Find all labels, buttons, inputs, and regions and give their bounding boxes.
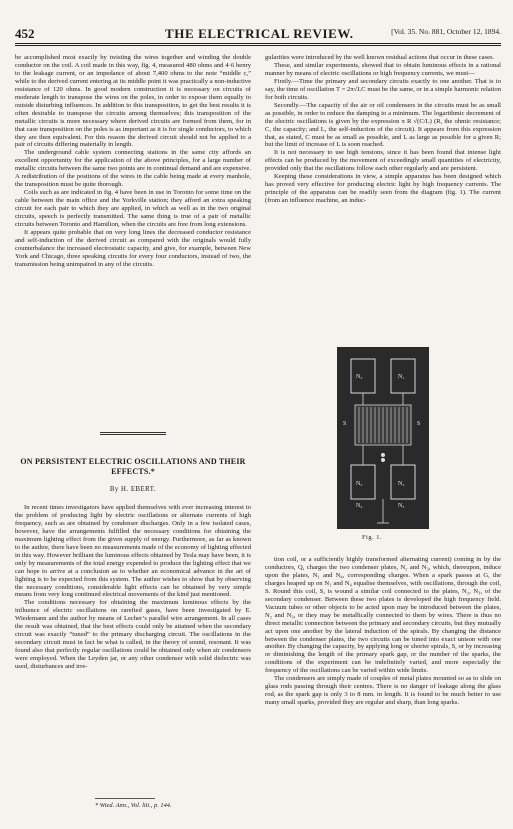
paragraph: The conditions necessary for obtaining the maximum luminous effects by the influence of electric oscillations on rarefied gases, have been investigated by E. Wiedemann and the author by means of Lecher’s parallel wire arrangement. In all cases the result was obtained, that the best effects could only be attained when the secondary circuit was exactly “tuned” to the primary discharging circuit. The oscillations in the secondary circuit must in fact be what is called, in the theory of sound, resonant. It was found also that perfectly regular oscillations could be obtained only when air condensers were employed. When the Leyden jar, or any other condenser with solid dielectric was used, disturbances and irre-: [15, 599, 251, 671]
right-column-lower: [265, 556, 501, 707]
article-title: ON PERSISTENT ELECTRIC OSCILLATIONS AND THEIR EFFECTS.*: [20, 457, 246, 476]
figure-label: S: [417, 421, 421, 427]
paragraph: The underground cable system connecting stations in the same city affords an excellent opportunity for the application of the above principles, for a large number of metallic circuits between the same two points are in continual demand and are expensive. A redistribution of the positions of the wires in the cable being made at every manhole, the transposition must be quite thorough.: [15, 149, 251, 189]
left-column-upper: [15, 54, 251, 269]
apparatus-diagram-svg: [337, 347, 429, 529]
figure-label: S: [343, 421, 347, 427]
footnote-rule: [95, 798, 155, 799]
page-number: 452: [15, 26, 35, 41]
left-column-lower: [15, 504, 251, 671]
paragraph: These, and similar experiments, showed that to obtain luminous effects in a rational manner by means of electric oscillations or high frequency currents, we must—: [265, 61, 501, 77]
paragraph: gularities were introduced by the well known residual actions that occur in these cases.: [265, 54, 495, 61]
paragraph: Coils such as are indicated in fig. 4 have been in use in Toronto for some time on the cable between the main office and the Yorkville station; they afford an extra speaking circuit for each pair to which they are applied, in which as well as in the two original circuits, speech is perfectly transmitted. The same thing is true of a pair of metallic circuits between Toronto and Hamilton, when the circuits are free from long extensions.: [15, 189, 251, 229]
figure-label: N₃: [356, 481, 363, 487]
page-header: [15, 26, 501, 40]
paragraph: Keeping these considerations in view, a simple apparatus has been designed which has proved very effective for producing electric light by high frequency currents. The principle of the apparatus can be readily seen from the diagram (fig. 1). The current (from an influence machine, an induc-: [265, 173, 501, 205]
journal-title: THE ELECTRICAL REVIEW.: [165, 26, 354, 41]
footnote: * Wied. Ann., Vol. liii., p. 144.: [95, 802, 172, 809]
figure-label: N₂: [398, 481, 405, 487]
article-byline: By H. EBERT.: [109, 486, 157, 493]
paragraph: be accomplished most exactly by twisting the wires together and winding the double conductor on the coil. A coil made in this way, fig. 4, measured 480 ohms and 4·6 henry to the leakage current, or an impedance of about 7,400 ohms to the note “middle c,” while to the derived current entering at its middle point it was practically a non-inductive resistance of 120 ohms. In good modern construction it is necessary on circuits of moderate length to transpose the wires on the poles, in order to expose them equally to outside disturbing influences. In addition to this transposition, to get the best results it is often desirable to transpose the circuits among themselves; this transposition of the metallic circuits is more necessary where derived circuits are formed from them, for in that case transposition on the poles is as important as it is for single conductors, to which they are then equivalent. For this reason the derived circuit should not be applied to a pair of circuits differing materially in length.: [15, 54, 251, 149]
volume-info: [Vol. 35. No. 881, October 12, 1894.: [391, 27, 501, 36]
figure-label: N₄: [356, 503, 363, 509]
section-divider: [100, 432, 166, 433]
section-divider-double: [100, 434, 166, 435]
right-column-upper: [265, 54, 501, 205]
figure-apparatus-diagram: [337, 347, 429, 529]
paragraph: In recent times investigators have applied themselves with ever increasing interest to the problem of producing light by electric oscillations or alternate currents of high frequency, such as are obtained by condenser discharges. Only in a few isolated cases, however, have the arrangements fulfilled the necessary conditions for obtaining the maximum lighting effect from the given supply of energy. Furthermore, as far as known to the author, there have been no measurements made of the economy of lighting effected in this way. However brilliant the luminous effects obtained by Tesla may have been, it is only by measurements of the total energy expended to produce the lighting effect that we can hope to arrive at a conclusion as to whether an economical advance in the art of lighting is to be expected from this system. The author wishes to show that by observing the necessary conditions, considerable light effects can be obtained by very simple means from very long continued electrical movements of the kind just mentioned.: [15, 504, 251, 599]
paragraph: tion coil, or a sufficiently highly transformed alternating current) coming in by the conductors, Q, charges the two condenser plates, N₂ and N₃, which, thereupon, induce upon the plates, N₁ and N₄, corresponding charges. When a spark passes at G, the charges heaped up on N₁ and N₄ equalise themselves, with oscillations, through the coil, S. Round this coil, S, is wound a similar coil connected to the plates, N₂, N₃, of the secondary condenser. Between these two plates is developed the high frequency field. Vacuum tubes or other objects to be acted upon may be introduced between the plates, N₂ and N₃, or they may be metallically connected to them by wires. There is thus no direct metallic connection between the primary and secondary circuits, but they mutually act upon one another by the lateral induction of the spirals. By changing the distance between the condenser plates, the two circuits can be tuned into exact unison with one another. By changing the capacity, by applying long or shorter spirals, S, or by increasing or diminishing the length of the primary spark gap, or the number of the sparks, the conditions of the experiment can be indefinitely varied, and more especially the frequency of the oscillations can be varied within wide limits.: [265, 556, 501, 675]
figure-caption: Fig. 1.: [362, 534, 383, 541]
header-rule-double: [15, 45, 501, 46]
figure-label: N₂: [356, 374, 363, 380]
paragraph: It appears quite probable that on very long lines the decreased conductor resistance and self-induction of the derived circuit as compared with the originals would fully counterbalance the increased electrostatic capacity, and give, for example, between New York and Chicago, three speaking circuits for every four conductors, instead of two, the transmission being unimpaired in any of the circuits.: [15, 228, 251, 268]
header-rule: [15, 43, 501, 44]
paragraph: Firstly.—Time the primary and secondary circuits exactly to one another. That is to say, the time of oscillation T = 2π√LC must be the same, or in a simple harmonic relation for both circuits.: [265, 77, 501, 101]
figure-label: N₃: [398, 503, 405, 509]
figure-label: N₁: [398, 374, 405, 380]
paragraph: It is not necessary to use high tensions, since it has been found that intense light effects can be produced by the movement of exceedingly small quantities of electricity, provided only that the oscillations follow each other regularly and are persistent.: [265, 149, 501, 173]
paragraph: The condensers are simply made of couples of metal plates mounted so as to slide on glass rods passing through their centres. There is no danger of leakage along the glass rod, as the spark gap is only 3 to 8 mm. in length. It is found to be much better to use many small sparks, provided they are regular and sharp, than long sparks.: [265, 675, 501, 707]
paragraph: Secondly.—The capacity of the air or oil condensers in the circuits must be as small as possible, in order to reduce the damping to a minimum. The logarithmic decrement of the electric oscillations is given by the expression π R √(C/L) (R, the ohmic resistance; C, the capacity; and L, the self-induction of the circuit). It appears from this expression that, as stated, C must be as small as possible, and L as large as possible for a given R; but the limit of increase of L is soon reached.: [265, 101, 501, 149]
